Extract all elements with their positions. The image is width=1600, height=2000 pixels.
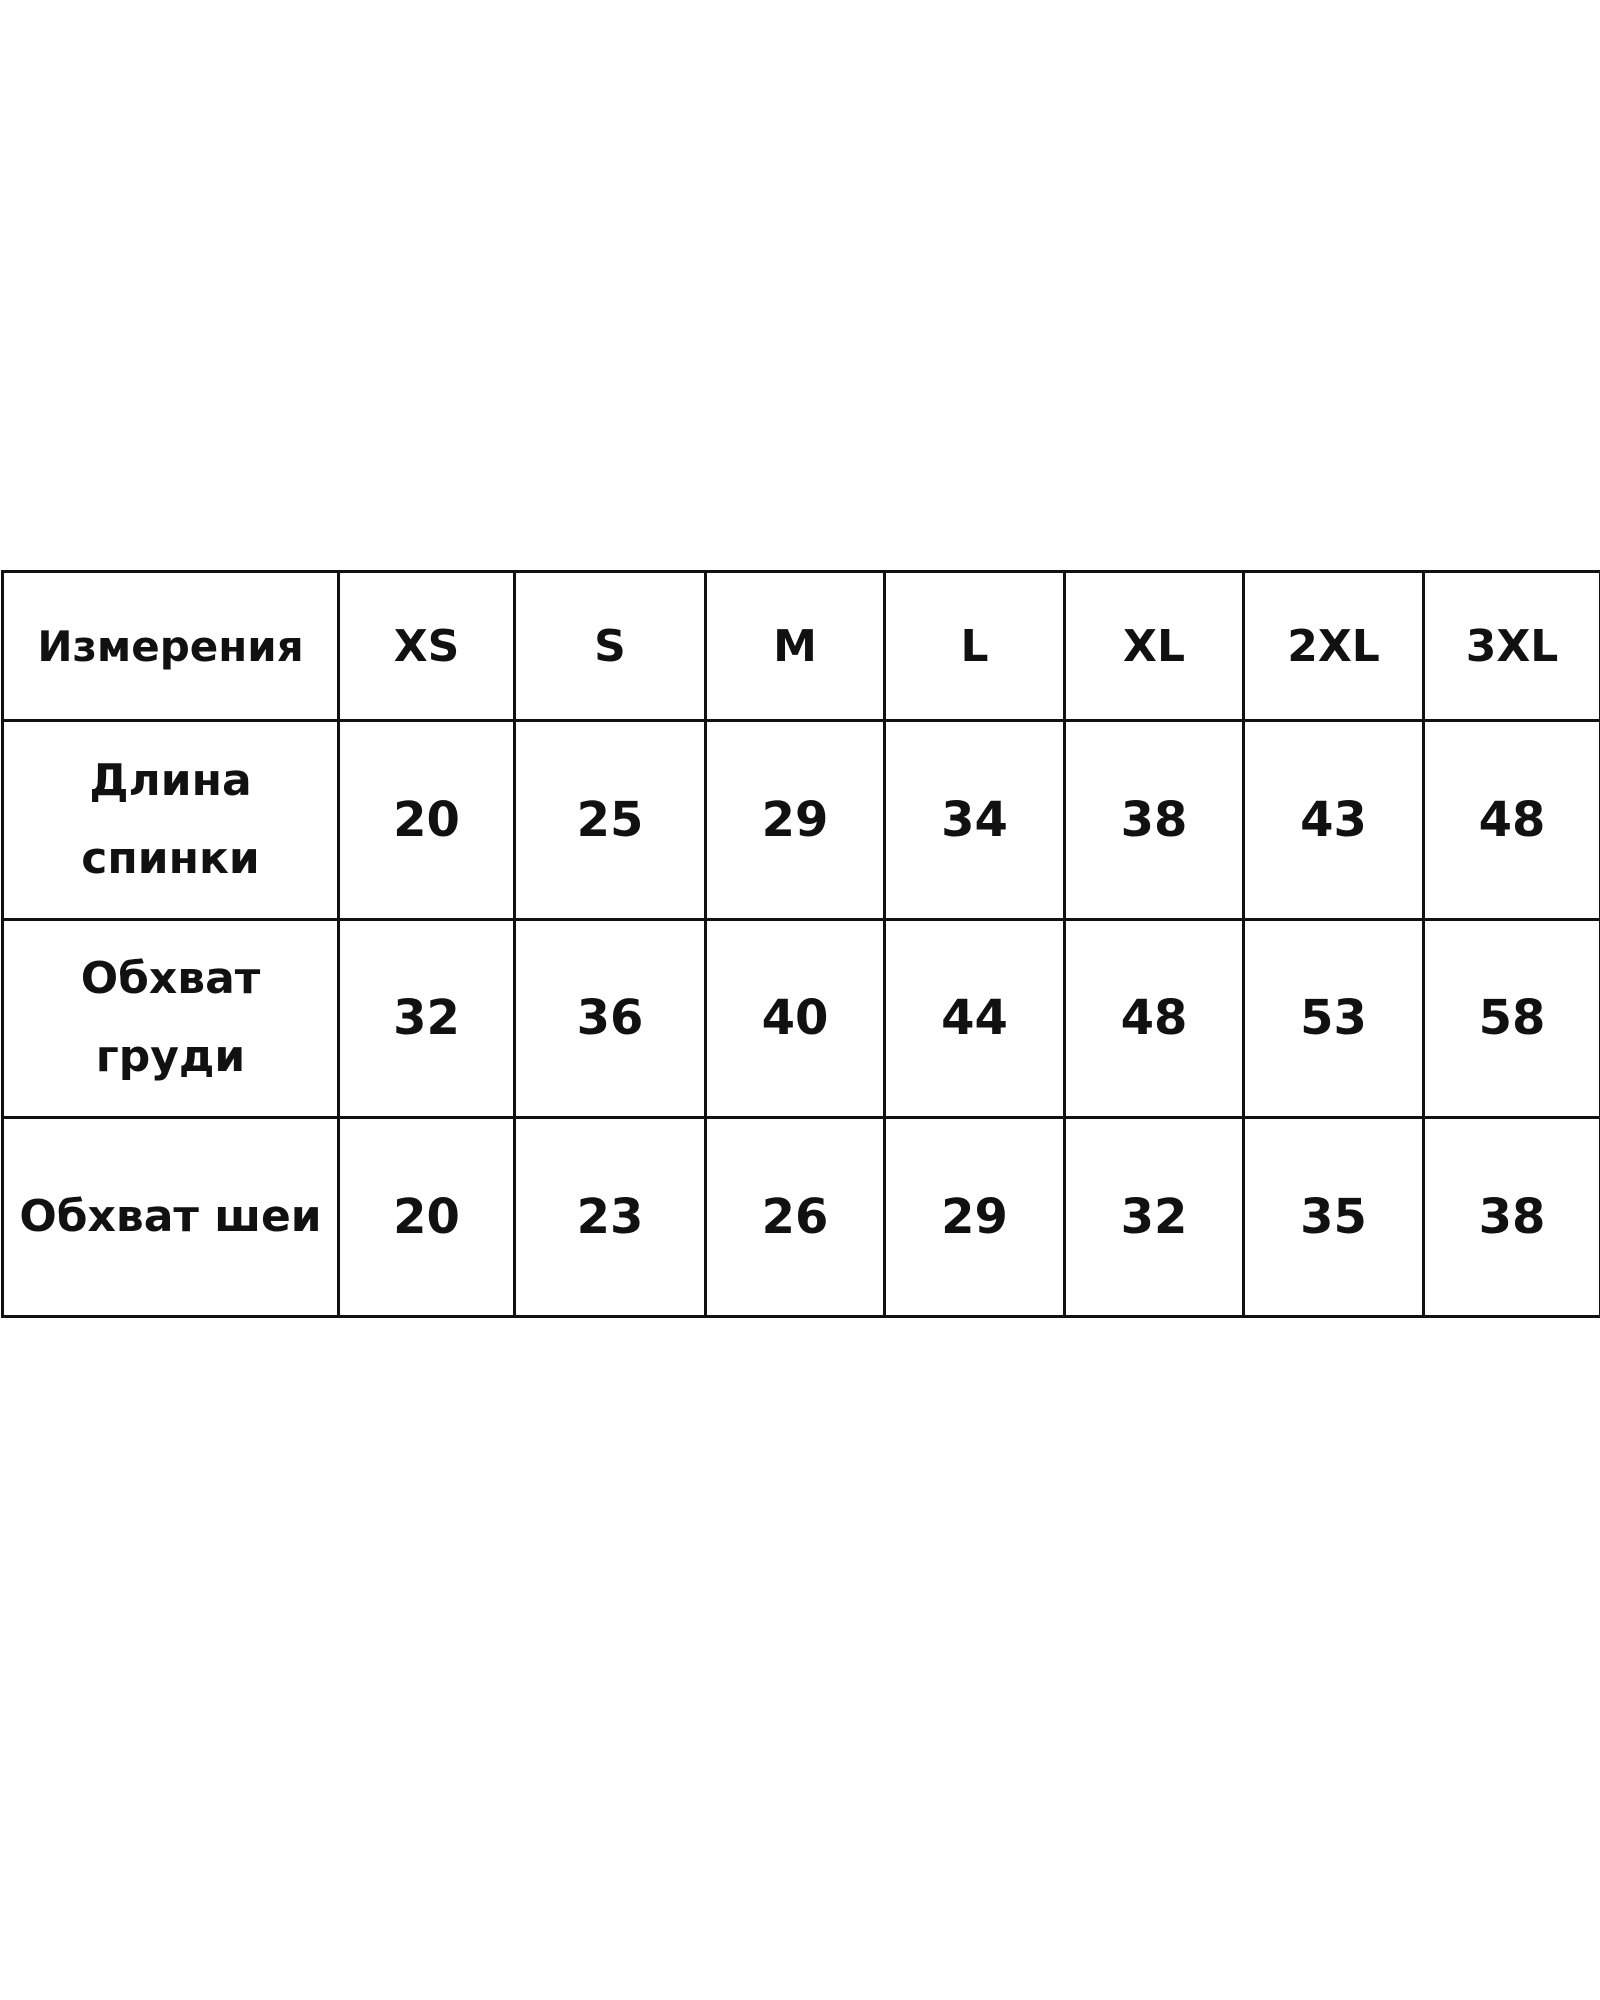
row-label-line: Обхват шеи <box>19 1191 322 1243</box>
table-cell: 36 <box>515 919 706 1118</box>
size-header-2xl: 2XL <box>1244 572 1424 721</box>
table-cell: 20 <box>339 721 515 920</box>
row-label-line: Обхват <box>80 953 261 1005</box>
table-cell: 48 <box>1065 919 1244 1118</box>
table-cell: 32 <box>1065 1118 1244 1317</box>
size-header-s: S <box>515 572 706 721</box>
row-label-neck-girth <box>3 1118 339 1317</box>
table-cell: 20 <box>339 1118 515 1317</box>
size-header-l: L <box>885 572 1065 721</box>
table-cell: 53 <box>1244 919 1424 1118</box>
size-header-m: M <box>706 572 885 721</box>
table-cell: 32 <box>339 919 515 1118</box>
table-cell: 58 <box>1424 919 1600 1118</box>
measurements-header: Измерения <box>3 572 339 721</box>
size-chart-table <box>1 570 1600 1318</box>
table-cell: 26 <box>706 1118 885 1317</box>
table-cell: 35 <box>1244 1118 1424 1317</box>
table-cell: 29 <box>885 1118 1065 1317</box>
table-cell: 23 <box>515 1118 706 1317</box>
table-cell: 34 <box>885 721 1065 920</box>
table-row <box>3 919 1600 1118</box>
header-row <box>3 572 1600 721</box>
table-cell: 44 <box>885 919 1065 1118</box>
row-label-back-length <box>3 721 339 920</box>
table-cell: 48 <box>1424 721 1600 920</box>
row-label-line: груди <box>95 1031 246 1083</box>
size-header-xl: XL <box>1065 572 1244 721</box>
table-cell: 25 <box>515 721 706 920</box>
size-header-3xl: 3XL <box>1424 572 1600 721</box>
row-label-chest-girth <box>3 919 339 1118</box>
table-cell: 43 <box>1244 721 1424 920</box>
table-row <box>3 721 1600 920</box>
size-header-xs: XS <box>339 572 515 721</box>
table-row <box>3 1118 1600 1317</box>
row-label-line: Длина <box>89 754 252 806</box>
table-cell: 29 <box>706 721 885 920</box>
table-cell: 40 <box>706 919 885 1118</box>
table-cell: 38 <box>1424 1118 1600 1317</box>
row-label-line: спинки <box>81 832 260 884</box>
table-cell: 38 <box>1065 721 1244 920</box>
